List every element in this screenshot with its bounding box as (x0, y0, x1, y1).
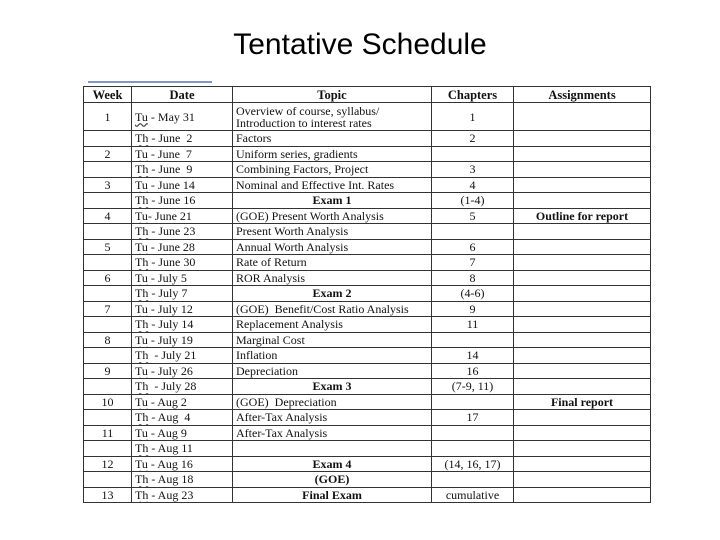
chapters-cell (432, 441, 514, 457)
date-cell (132, 301, 233, 317)
date-text: - Aug 18 (148, 472, 194, 487)
chapters-cell (432, 332, 514, 348)
table-row (84, 131, 651, 147)
date-weekday: Th (135, 193, 149, 208)
date-text: - June 7 (147, 146, 192, 161)
date-weekday: Tu (135, 208, 148, 223)
week-cell: 7 (84, 301, 132, 317)
topic-cell (233, 103, 432, 131)
assignments-cell (514, 103, 651, 131)
topic-cell: Present Worth Analysis (233, 224, 432, 240)
table-row (84, 317, 651, 333)
date-text: - July 12 (147, 301, 193, 316)
date-weekday: Th (135, 255, 149, 270)
date-weekday: Tu (135, 109, 148, 124)
schedule-table (83, 86, 651, 503)
assignments-cell (514, 487, 651, 503)
date-weekday: Th (135, 131, 149, 146)
week-cell: 10 (84, 394, 132, 410)
chapters-cell: 14 (432, 348, 514, 364)
date-cell (132, 177, 233, 193)
chapters-cell (432, 224, 514, 240)
chapters-cell (432, 472, 514, 488)
table-row (84, 332, 651, 348)
date-text: - Aug 2 (147, 394, 187, 409)
week-cell: 8 (84, 332, 132, 348)
chapters-cell: 17 (432, 410, 514, 426)
chapters-cell: (1-4) (432, 193, 514, 209)
chapters-cell: 16 (432, 363, 514, 379)
date-text: - Aug 16 (147, 456, 193, 471)
date-weekday: Th (135, 317, 149, 332)
date-weekday: Th (135, 224, 149, 239)
topic-cell: Combining Factors, Project (233, 162, 432, 178)
chapters-cell: (7-9, 11) (432, 379, 514, 395)
header-topic: Topic (233, 87, 432, 103)
table-row (84, 162, 651, 178)
chapters-cell: 6 (432, 239, 514, 255)
date-weekday: Tu (135, 146, 148, 161)
week-cell (84, 286, 132, 302)
date-cell (132, 131, 233, 147)
date-cell (132, 332, 233, 348)
date-cell (132, 472, 233, 488)
header-date: Date (132, 87, 233, 103)
header-week: Week (84, 87, 132, 103)
table-row (84, 103, 651, 131)
date-weekday: Th (135, 472, 149, 487)
topic-cell: (GOE) Benefit/Cost Ratio Analysis (233, 301, 432, 317)
topic-cell: (GOE) Present Worth Analysis (233, 208, 432, 224)
week-cell: 13 (84, 487, 132, 503)
assignments-cell (514, 363, 651, 379)
date-weekday: Tu (135, 270, 148, 285)
chapters-cell: 9 (432, 301, 514, 317)
table-row (84, 456, 651, 472)
topic-cell: After-Tax Analysis (233, 410, 432, 426)
date-weekday: Th (135, 379, 149, 394)
chapters-cell: 2 (432, 131, 514, 147)
topic-cell: Nominal and Effective Int. Rates (233, 177, 432, 193)
assignments-cell (514, 177, 651, 193)
date-weekday: Tu (135, 363, 148, 378)
date-cell (132, 270, 233, 286)
assignments-cell (514, 270, 651, 286)
chapters-cell: 11 (432, 317, 514, 333)
topic-cell: Final Exam (233, 487, 432, 503)
week-cell: 6 (84, 270, 132, 286)
assignments-cell (514, 286, 651, 302)
assignments-cell (514, 131, 651, 147)
topic-cell: Exam 2 (233, 286, 432, 302)
week-cell (84, 193, 132, 209)
topic-cell: Inflation (233, 348, 432, 364)
date-text: - July 21 (148, 348, 197, 363)
date-text: - Aug 11 (148, 441, 193, 456)
date-text: - Aug 9 (147, 425, 187, 440)
chapters-cell: cumulative (432, 487, 514, 503)
assignments-cell (514, 162, 651, 178)
topic-cell: (GOE) (233, 472, 432, 488)
date-cell (132, 441, 233, 457)
week-cell (84, 379, 132, 395)
slide-title: Tentative Schedule (233, 28, 487, 61)
topic-cell: Uniform series, gradients (233, 146, 432, 162)
assignments-cell (514, 146, 651, 162)
table-row (84, 441, 651, 457)
table-row (84, 379, 651, 395)
topic-cell: Rate of Return (233, 255, 432, 271)
date-weekday: Tu (135, 394, 148, 409)
chapters-cell (432, 425, 514, 441)
date-cell (132, 456, 233, 472)
topic-cell: After-Tax Analysis (233, 425, 432, 441)
table-row (84, 177, 651, 193)
table-row (84, 239, 651, 255)
assignments-cell (514, 224, 651, 240)
date-weekday: Th (135, 286, 149, 301)
date-text: - Aug 4 (148, 410, 191, 425)
date-cell (132, 162, 233, 178)
date-text: - July 26 (147, 363, 193, 378)
chapters-cell: 7 (432, 255, 514, 271)
date-cell (132, 224, 233, 240)
header-assignments: Assignments (514, 87, 651, 103)
table-row (84, 208, 651, 224)
assignments-cell (514, 379, 651, 395)
week-cell (84, 224, 132, 240)
date-text: - June 23 (148, 224, 196, 239)
date-text: - June 30 (148, 255, 196, 270)
week-cell (84, 131, 132, 147)
date-text: - July 19 (147, 332, 193, 347)
week-cell: 12 (84, 456, 132, 472)
date-cell (132, 363, 233, 379)
chapters-cell: 8 (432, 270, 514, 286)
week-cell: 1 (84, 103, 132, 131)
assignments-cell (514, 239, 651, 255)
week-cell: 2 (84, 146, 132, 162)
date-weekday: Th (135, 410, 149, 425)
table-row (84, 270, 651, 286)
assignments-cell (514, 317, 651, 333)
date-weekday: Tu (135, 456, 148, 471)
assignments-cell (514, 255, 651, 271)
date-weekday: Th (135, 162, 149, 177)
week-cell: 11 (84, 425, 132, 441)
topic-cell: Exam 3 (233, 379, 432, 395)
date-text: - July 7 (148, 286, 188, 301)
table-row (84, 425, 651, 441)
topic-cell: Replacement Analysis (233, 317, 432, 333)
date-weekday: Tu (135, 425, 148, 440)
chapters-cell: (14, 16, 17) (432, 456, 514, 472)
assignments-cell (514, 301, 651, 317)
date-weekday: Th (135, 487, 149, 502)
table-row (84, 286, 651, 302)
chapters-cell: 3 (432, 162, 514, 178)
table-row (84, 301, 651, 317)
week-cell (84, 472, 132, 488)
chapters-cell: (4-6) (432, 286, 514, 302)
table-row (84, 394, 651, 410)
week-cell: 3 (84, 177, 132, 193)
date-text: - June 14 (147, 177, 195, 192)
accent-line (88, 81, 212, 83)
chapters-cell: 5 (432, 208, 514, 224)
date-text: - May 31 (147, 109, 195, 124)
topic-cell: Annual Worth Analysis (233, 239, 432, 255)
week-cell (84, 162, 132, 178)
assignments-cell (514, 472, 651, 488)
assignments-cell: Outline for report (514, 208, 651, 224)
table-row (84, 363, 651, 379)
topic-line: Introduction to interest rates (236, 115, 372, 130)
date-cell (132, 146, 233, 162)
topic-cell: Depreciation (233, 363, 432, 379)
topic-cell: Exam 4 (233, 456, 432, 472)
assignments-cell (514, 193, 651, 209)
week-cell (84, 410, 132, 426)
date-text: - July 28 (148, 379, 197, 394)
assignments-cell (514, 348, 651, 364)
week-cell: 4 (84, 208, 132, 224)
chapters-cell (432, 146, 514, 162)
date-cell (132, 208, 233, 224)
chapters-cell: 1 (432, 103, 514, 131)
table-row (84, 146, 651, 162)
table-row (84, 487, 651, 503)
date-cell (132, 425, 233, 441)
date-cell (132, 410, 233, 426)
assignments-cell (514, 425, 651, 441)
date-weekday: Th (135, 348, 149, 363)
date-text: - June 9 (148, 162, 193, 177)
table-row (84, 255, 651, 271)
topic-cell (233, 441, 432, 457)
date-cell (132, 103, 233, 131)
table-row (84, 410, 651, 426)
week-cell (84, 317, 132, 333)
topic-line: Overview of course, syllabus/ (236, 103, 380, 118)
topic-cell: (GOE) Depreciation (233, 394, 432, 410)
topic-cell: Marginal Cost (233, 332, 432, 348)
week-cell (84, 441, 132, 457)
topic-cell: Factors (233, 131, 432, 147)
header-row (84, 87, 651, 103)
assignments-cell: Final report (514, 394, 651, 410)
week-cell: 5 (84, 239, 132, 255)
table-row (84, 348, 651, 364)
assignments-cell (514, 441, 651, 457)
date-text: - Aug 23 (148, 487, 194, 502)
date-cell (132, 317, 233, 333)
date-weekday: Tu (135, 301, 148, 316)
assignments-cell (514, 332, 651, 348)
date-cell (132, 487, 233, 503)
date-cell (132, 193, 233, 209)
assignments-cell (514, 410, 651, 426)
date-cell (132, 286, 233, 302)
date-text: - June 16 (148, 193, 196, 208)
topic-cell: ROR Analysis (233, 270, 432, 286)
date-text: - July 5 (147, 270, 187, 285)
chapters-cell: 4 (432, 177, 514, 193)
date-text: - June 2 (148, 131, 193, 146)
topic-cell: Exam 1 (233, 193, 432, 209)
date-cell (132, 255, 233, 271)
date-cell (132, 394, 233, 410)
date-weekday: Th (135, 441, 149, 456)
date-weekday: Tu (135, 332, 148, 347)
date-weekday: Tu (135, 177, 148, 192)
week-cell (84, 255, 132, 271)
date-text: - July 14 (148, 317, 194, 332)
table-row (84, 224, 651, 240)
chapters-cell (432, 394, 514, 410)
table-row (84, 472, 651, 488)
table-row (84, 193, 651, 209)
date-cell (132, 239, 233, 255)
date-text: - June 21 (147, 208, 192, 223)
date-cell (132, 379, 233, 395)
date-text: - June 28 (147, 239, 195, 254)
header-chapters: Chapters (432, 87, 514, 103)
week-cell: 9 (84, 363, 132, 379)
date-cell (132, 348, 233, 364)
date-weekday: Tu (135, 239, 148, 254)
schedule-body (84, 103, 651, 503)
week-cell (84, 348, 132, 364)
assignments-cell (514, 456, 651, 472)
